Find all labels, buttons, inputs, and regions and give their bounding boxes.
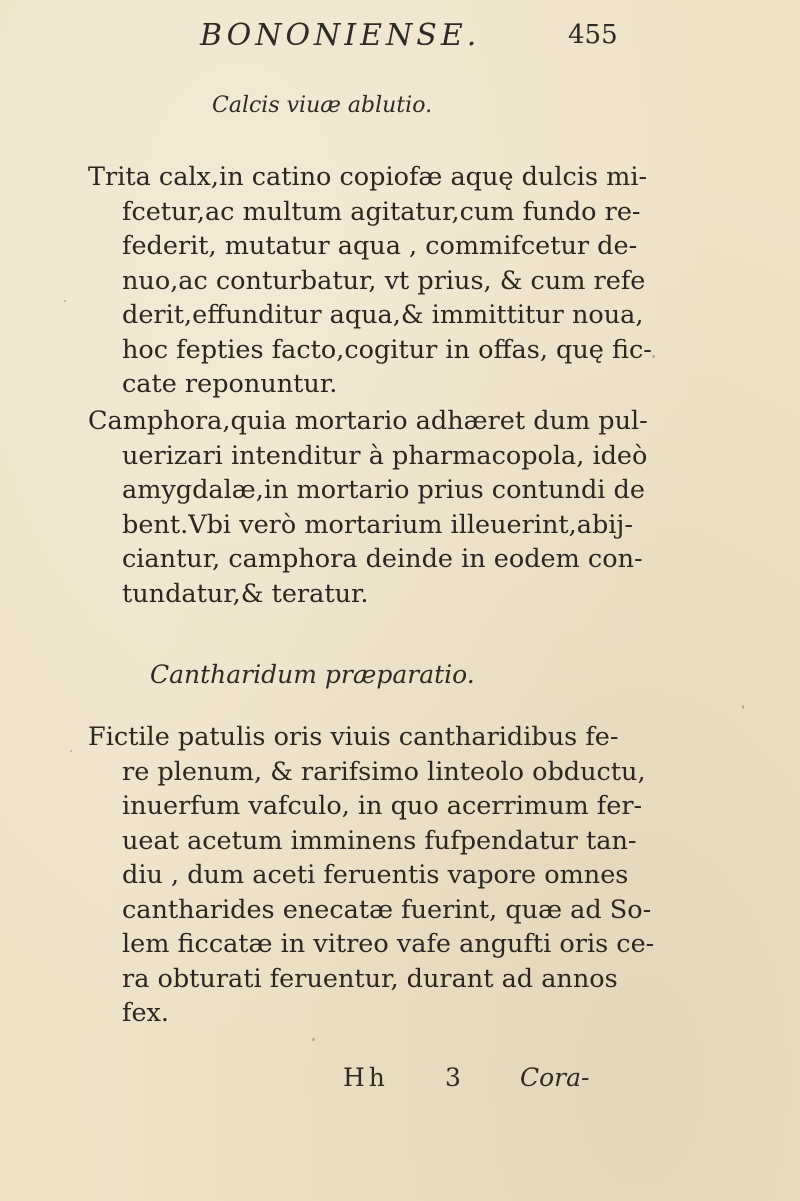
paragraph-calcis: [88, 160, 728, 402]
catchword: Cora-: [520, 1063, 590, 1092]
signature-mark: Hh: [343, 1063, 389, 1092]
text-line: hoc fepties facto,cogitur in offas, quę fic-: [122, 334, 652, 365]
text-line: amygdalæ,in mortario prius contundi de: [122, 475, 645, 505]
text-line: cate reponuntur.: [122, 369, 338, 399]
text-line: diu , dum aceti feruentis vapore omnes: [122, 860, 629, 890]
signature-number: 3: [445, 1063, 461, 1092]
section-title-cantharidum: Cantharidum præparatio.: [150, 660, 475, 689]
section-title-calcis: Calcis viuæ ablutio.: [212, 93, 433, 118]
text-line: Camphora,quia mortario adhæret dum pul-: [88, 406, 648, 436]
page-number: 455: [568, 20, 618, 50]
paper-speck: [312, 1038, 315, 1041]
text-line: cantharides enecatæ fuerint, quæ ad So-: [122, 894, 652, 925]
text-line: nuo,ac conturbatur, vt prius, & cum refe: [122, 265, 646, 296]
text-line: uerizari intenditur à pharmacopola, ideò: [122, 440, 648, 471]
text-line: ciantur, camphora deinde in eodem con-: [122, 544, 643, 574]
text-line: bent.Vbi verò mortarium illeuerint,abij-: [122, 509, 633, 540]
paper-speck: [64, 300, 66, 302]
text-line: re plenum, & rarifsimo linteolo obductu,: [122, 756, 646, 787]
text-line: inuerfum vafculo, in quo acerrimum fer-: [122, 791, 643, 821]
text-line: derit,effunditur aqua,& immittitur noua,: [122, 300, 644, 330]
text-line: fex.: [122, 998, 170, 1028]
text-line: tundatur,& teratur.: [122, 578, 369, 609]
text-line: fcetur,ac multum agitatur,cum fundo re-: [122, 196, 641, 227]
paper-speck: [652, 355, 655, 358]
text-line: ra obturati feruentur, durant ad annos: [122, 963, 618, 994]
running-header: BONONIENSE.: [200, 18, 481, 53]
paper-speck: [742, 705, 744, 709]
paragraph-cantharidum: [88, 720, 728, 1031]
paragraph-camphora: [88, 404, 728, 611]
text-line: lem ficcatæ in vitreo vafe angufti oris ce-: [122, 929, 655, 959]
text-line: ueat acetum imminens fufpendatur tan-: [122, 825, 637, 856]
paper-speck: [70, 750, 72, 752]
text-line: Fictile patulis oris viuis cantharidibus fe-: [88, 722, 619, 752]
text-line: federit, mutatur aqua , commifcetur de-: [122, 231, 638, 261]
text-line: Trita calx,in catino copiofæ aquę dulcis mi-: [88, 162, 648, 192]
